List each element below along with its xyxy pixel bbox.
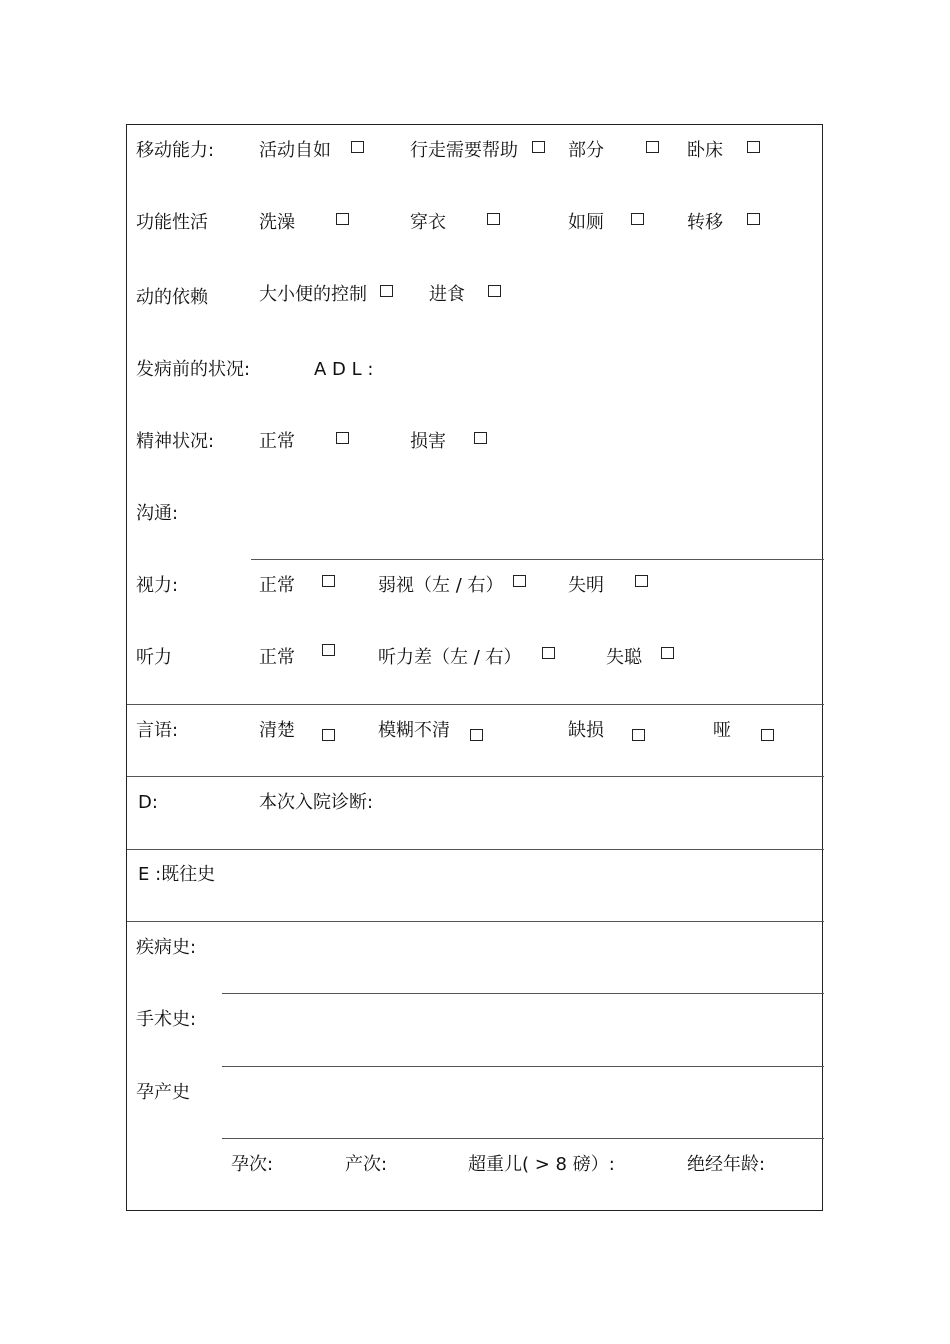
speech-option-clear: 清楚 xyxy=(259,720,295,741)
disease-history-label: 疾病史: xyxy=(136,937,197,958)
mental-label: 精神状况: xyxy=(136,431,215,452)
divider xyxy=(222,993,824,994)
mobility-option-independent: 活动自如 xyxy=(259,140,331,161)
function-option-transfer: 转移 xyxy=(687,212,723,233)
checkbox-mental-normal[interactable] xyxy=(336,432,349,444)
macrosomia-label: 超重儿( > 8 磅）: xyxy=(468,1154,615,1175)
checkbox-function-transfer[interactable] xyxy=(747,213,760,225)
checkbox-hearing-poor[interactable] xyxy=(542,647,555,659)
function-option-eat: 进食 xyxy=(429,284,465,305)
communication-label: 沟通: xyxy=(136,503,179,524)
divider xyxy=(127,704,824,705)
checkbox-mobility-bedridden[interactable] xyxy=(747,141,760,153)
divider xyxy=(127,776,824,777)
speech-option-impaired: 缺损 xyxy=(568,720,604,741)
function-option-dress: 穿衣 xyxy=(410,212,446,233)
mobility-option-partial: 部分 xyxy=(568,140,604,161)
checkbox-speech-mute[interactable] xyxy=(761,729,774,741)
checkbox-mobility-needs-help[interactable] xyxy=(532,141,545,153)
divider xyxy=(251,559,824,560)
checkbox-vision-weak[interactable] xyxy=(513,575,526,587)
checkbox-function-toilet[interactable] xyxy=(631,213,644,225)
checkbox-hearing-normal[interactable] xyxy=(322,644,335,656)
mental-option-impaired: 损害 xyxy=(410,431,446,452)
function-label-line1: 功能性活 xyxy=(136,212,208,233)
hearing-option-poor: 听力差（左 / 右） xyxy=(378,647,522,668)
section-e-label: E :既往史 xyxy=(138,864,216,885)
divider xyxy=(222,1138,824,1139)
hearing-option-deaf: 失聪 xyxy=(606,647,642,668)
speech-option-mute: 哑 xyxy=(713,720,731,741)
divider xyxy=(222,1066,824,1067)
function-option-toilet: 如厕 xyxy=(568,212,604,233)
menopause-age-label: 绝经年龄: xyxy=(687,1154,766,1175)
adl-label: A D L : xyxy=(314,359,374,380)
mobility-label: 移动能力: xyxy=(136,140,215,161)
checkbox-vision-blind[interactable] xyxy=(635,575,648,587)
pregnancy-history-label: 孕产史 xyxy=(136,1082,190,1103)
checkbox-vision-normal[interactable] xyxy=(322,575,335,587)
checkbox-mental-impaired[interactable] xyxy=(474,432,487,444)
admission-diagnosis-label: 本次入院诊断: xyxy=(259,792,374,813)
gravida-label: 孕次: xyxy=(231,1154,274,1175)
function-option-bath: 洗澡 xyxy=(259,212,295,233)
surgery-history-label: 手术史: xyxy=(136,1009,197,1030)
vision-option-normal: 正常 xyxy=(259,575,295,596)
nursing-assessment-form xyxy=(126,124,823,1211)
speech-option-unclear: 模糊不清 xyxy=(378,720,450,741)
function-label-line2: 动的依赖 xyxy=(136,287,208,308)
checkbox-speech-unclear[interactable] xyxy=(470,729,483,741)
section-d-label: D: xyxy=(138,792,158,813)
vision-label: 视力: xyxy=(136,575,179,596)
function-option-excretion: 大小便的控制 xyxy=(259,284,367,305)
mental-option-normal: 正常 xyxy=(259,431,295,452)
vision-option-blind: 失明 xyxy=(568,575,604,596)
checkbox-function-eat[interactable] xyxy=(488,285,501,297)
hearing-label: 听力 xyxy=(136,647,172,668)
mobility-option-bedridden: 卧床 xyxy=(687,140,723,161)
checkbox-mobility-independent[interactable] xyxy=(351,141,364,153)
checkbox-speech-clear[interactable] xyxy=(322,729,335,741)
checkbox-mobility-partial[interactable] xyxy=(646,141,659,153)
divider xyxy=(127,849,824,850)
para-label: 产次: xyxy=(345,1154,388,1175)
checkbox-function-bath[interactable] xyxy=(336,213,349,225)
checkbox-speech-impaired[interactable] xyxy=(632,729,645,741)
vision-option-weak: 弱视（左 / 右） xyxy=(378,575,504,596)
mobility-option-needs-help: 行走需要帮助 xyxy=(410,140,518,161)
checkbox-function-excretion[interactable] xyxy=(380,285,393,297)
hearing-option-normal: 正常 xyxy=(259,647,295,668)
pre-illness-label: 发病前的状况: xyxy=(136,359,251,380)
divider xyxy=(127,921,824,922)
speech-label: 言语: xyxy=(136,720,179,741)
checkbox-function-dress[interactable] xyxy=(487,213,500,225)
checkbox-hearing-deaf[interactable] xyxy=(661,647,674,659)
